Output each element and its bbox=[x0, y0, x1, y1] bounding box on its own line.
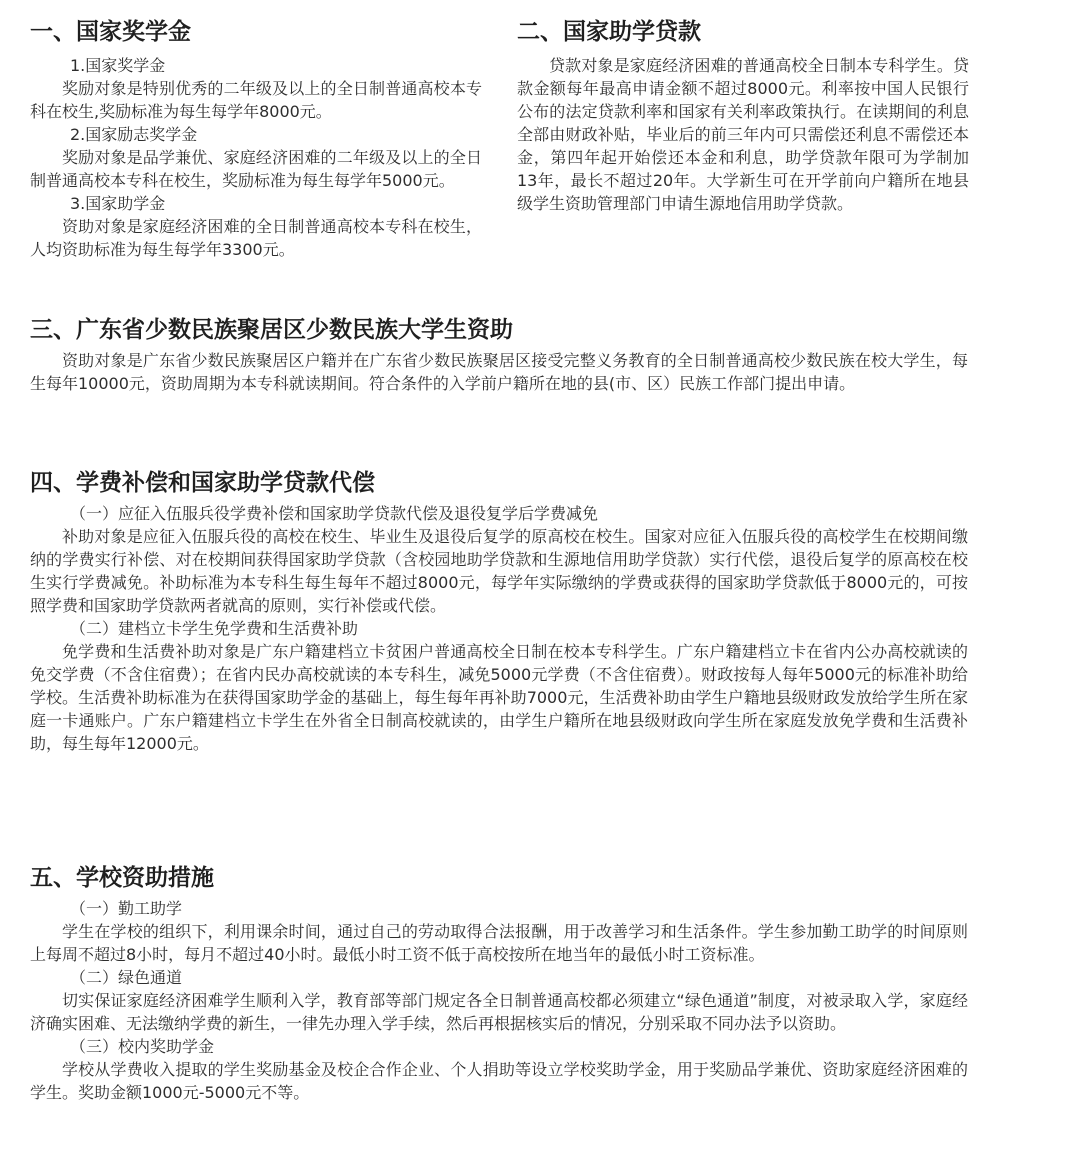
paragraph: 奖励对象是品学兼优、家庭经济困难的二年级及以上的全日制普通高校本专科在校生，奖励标准为每生每学年5000元。 bbox=[30, 148, 482, 190]
paragraph: 补助对象是应征入伍服兵役的高校在校生、毕业生及退役后复学的原高校在校生。国家对应征入伍服兵役的高校学生在校期间缴纳的学费实行补偿、对在校期间获得国家助学贷款（含校园地助学贷款和生源地信用助学贷款）实行代偿，退役后复学的原高校在校生实行学费减免。补助标准为本专科生每生每年不超过8000元，每学年实际缴纳的学费或获得的国家助学贷款低于8000元的，可按照学费和国家助学贷款两者就高的原则，实行补偿或代偿。 bbox=[30, 527, 968, 615]
section-title: 五、学校资助措施 bbox=[30, 865, 214, 891]
section-title: 四、学费补偿和国家助学贷款代偿 bbox=[30, 470, 375, 496]
subheading: 1.国家奖学金 bbox=[70, 56, 166, 75]
section-title: 一、国家奖学金 bbox=[30, 19, 191, 45]
section-school-aid-measures bbox=[30, 862, 968, 1104]
section-ethnic-minority-aid bbox=[30, 314, 968, 395]
paragraph: 学校从学费收入提取的学生奖励基金及校企合作企业、个人捐助等设立学校奖助学金，用于奖励品学兼优、资助家庭经济困难的学生。奖助金额1000元-5000元不等。 bbox=[30, 1060, 968, 1102]
paragraph: 切实保证家庭经济困难学生顺利入学，教育部等部门规定各全日制普通高校都必须建立“绿色通道”制度，对被录取入学，家庭经济确实困难、无法缴纳学费的新生，一律先办理入学手续，然后再根据核实后的情况，分别采取不同办法予以资助。 bbox=[30, 991, 968, 1033]
section-national-student-loan bbox=[517, 16, 969, 215]
subheading: 3.国家助学金 bbox=[70, 194, 166, 213]
subheading: （二）建档立卡学生免学费和生活费补助 bbox=[70, 619, 359, 638]
section-tuition-compensation bbox=[30, 467, 968, 755]
subheading: （三）校内奖助学金 bbox=[70, 1037, 215, 1056]
paragraph: 奖励对象是特别优秀的二年级及以上的全日制普通高校本专科在校生,奖励标准为每生每学年8000元。 bbox=[30, 79, 482, 121]
subheading: 2.国家励志奖学金 bbox=[70, 125, 198, 144]
subheading: （一）勤工助学 bbox=[70, 899, 183, 918]
paragraph: 贷款对象是家庭经济困难的普通高校全日制本专科学生。贷款金额每年最高申请金额不超过8000元。利率按中国人民银行公布的法定贷款利率和国家有关利率政策执行。在读期间的利息全部由财政补贴，毕业后的前三年内可只需偿还利息不需偿还本金，第四年起开始偿还本金和利息，助学贷款年限可为学制加13年，最长不超过20年。大学新生可在开学前向户籍所在地县级学生资助管理部门申请生源地信用助学贷款。 bbox=[517, 56, 969, 213]
paragraph: 资助对象是广东省少数民族聚居区户籍并在广东省少数民族聚居区接受完整义务教育的全日制普通高校少数民族在校大学生，每生每年10000元，资助周期为本专科就读期间。符合条件的入学前户籍所在地的县(市、区）民族工作部门提出申请。 bbox=[30, 351, 968, 393]
paragraph: 学生在学校的组织下，利用课余时间，通过自己的劳动取得合法报酬，用于改善学习和生活条件。学生参加勤工助学的时间原则上每周不超过8小时，每月不超过40小时。最低小时工资不低于高校按所在地当年的最低小时工资标准。 bbox=[30, 922, 968, 964]
subheading: （二）绿色通道 bbox=[70, 968, 183, 987]
section-national-scholarship bbox=[30, 16, 482, 261]
paragraph: 免学费和生活费补助对象是广东户籍建档立卡贫困户普通高校全日制在校本专科学生。广东户籍建档立卡在省内公办高校就读的免交学费（不含住宿费）；在省内民办高校就读的本专科生，减免5000元学费（不含住宿费）。财政按每人每年5000元的标准补助给学校。生活费补助标准为在获得国家助学金的基础上，每生每年再补助7000元，生活费补助由学生户籍地县级财政发放给学生所在家庭一卡通账户。广东户籍建档立卡学生在外省全日制高校就读的，由学生户籍所在地县级财政向学生所在家庭发放免学费和生活费补助，每生每年12000元。 bbox=[30, 642, 968, 753]
paragraph: 资助对象是家庭经济困难的全日制普通高校本专科在校生，人均资助标准为每生每学年3300元。 bbox=[30, 217, 482, 259]
section-title: 二、国家助学贷款 bbox=[517, 19, 701, 45]
section-title: 三、广东省少数民族聚居区少数民族大学生资助 bbox=[30, 317, 513, 343]
subheading: （一）应征入伍服兵役学费补偿和国家助学贷款代偿及退役复学后学费减免 bbox=[70, 504, 599, 523]
